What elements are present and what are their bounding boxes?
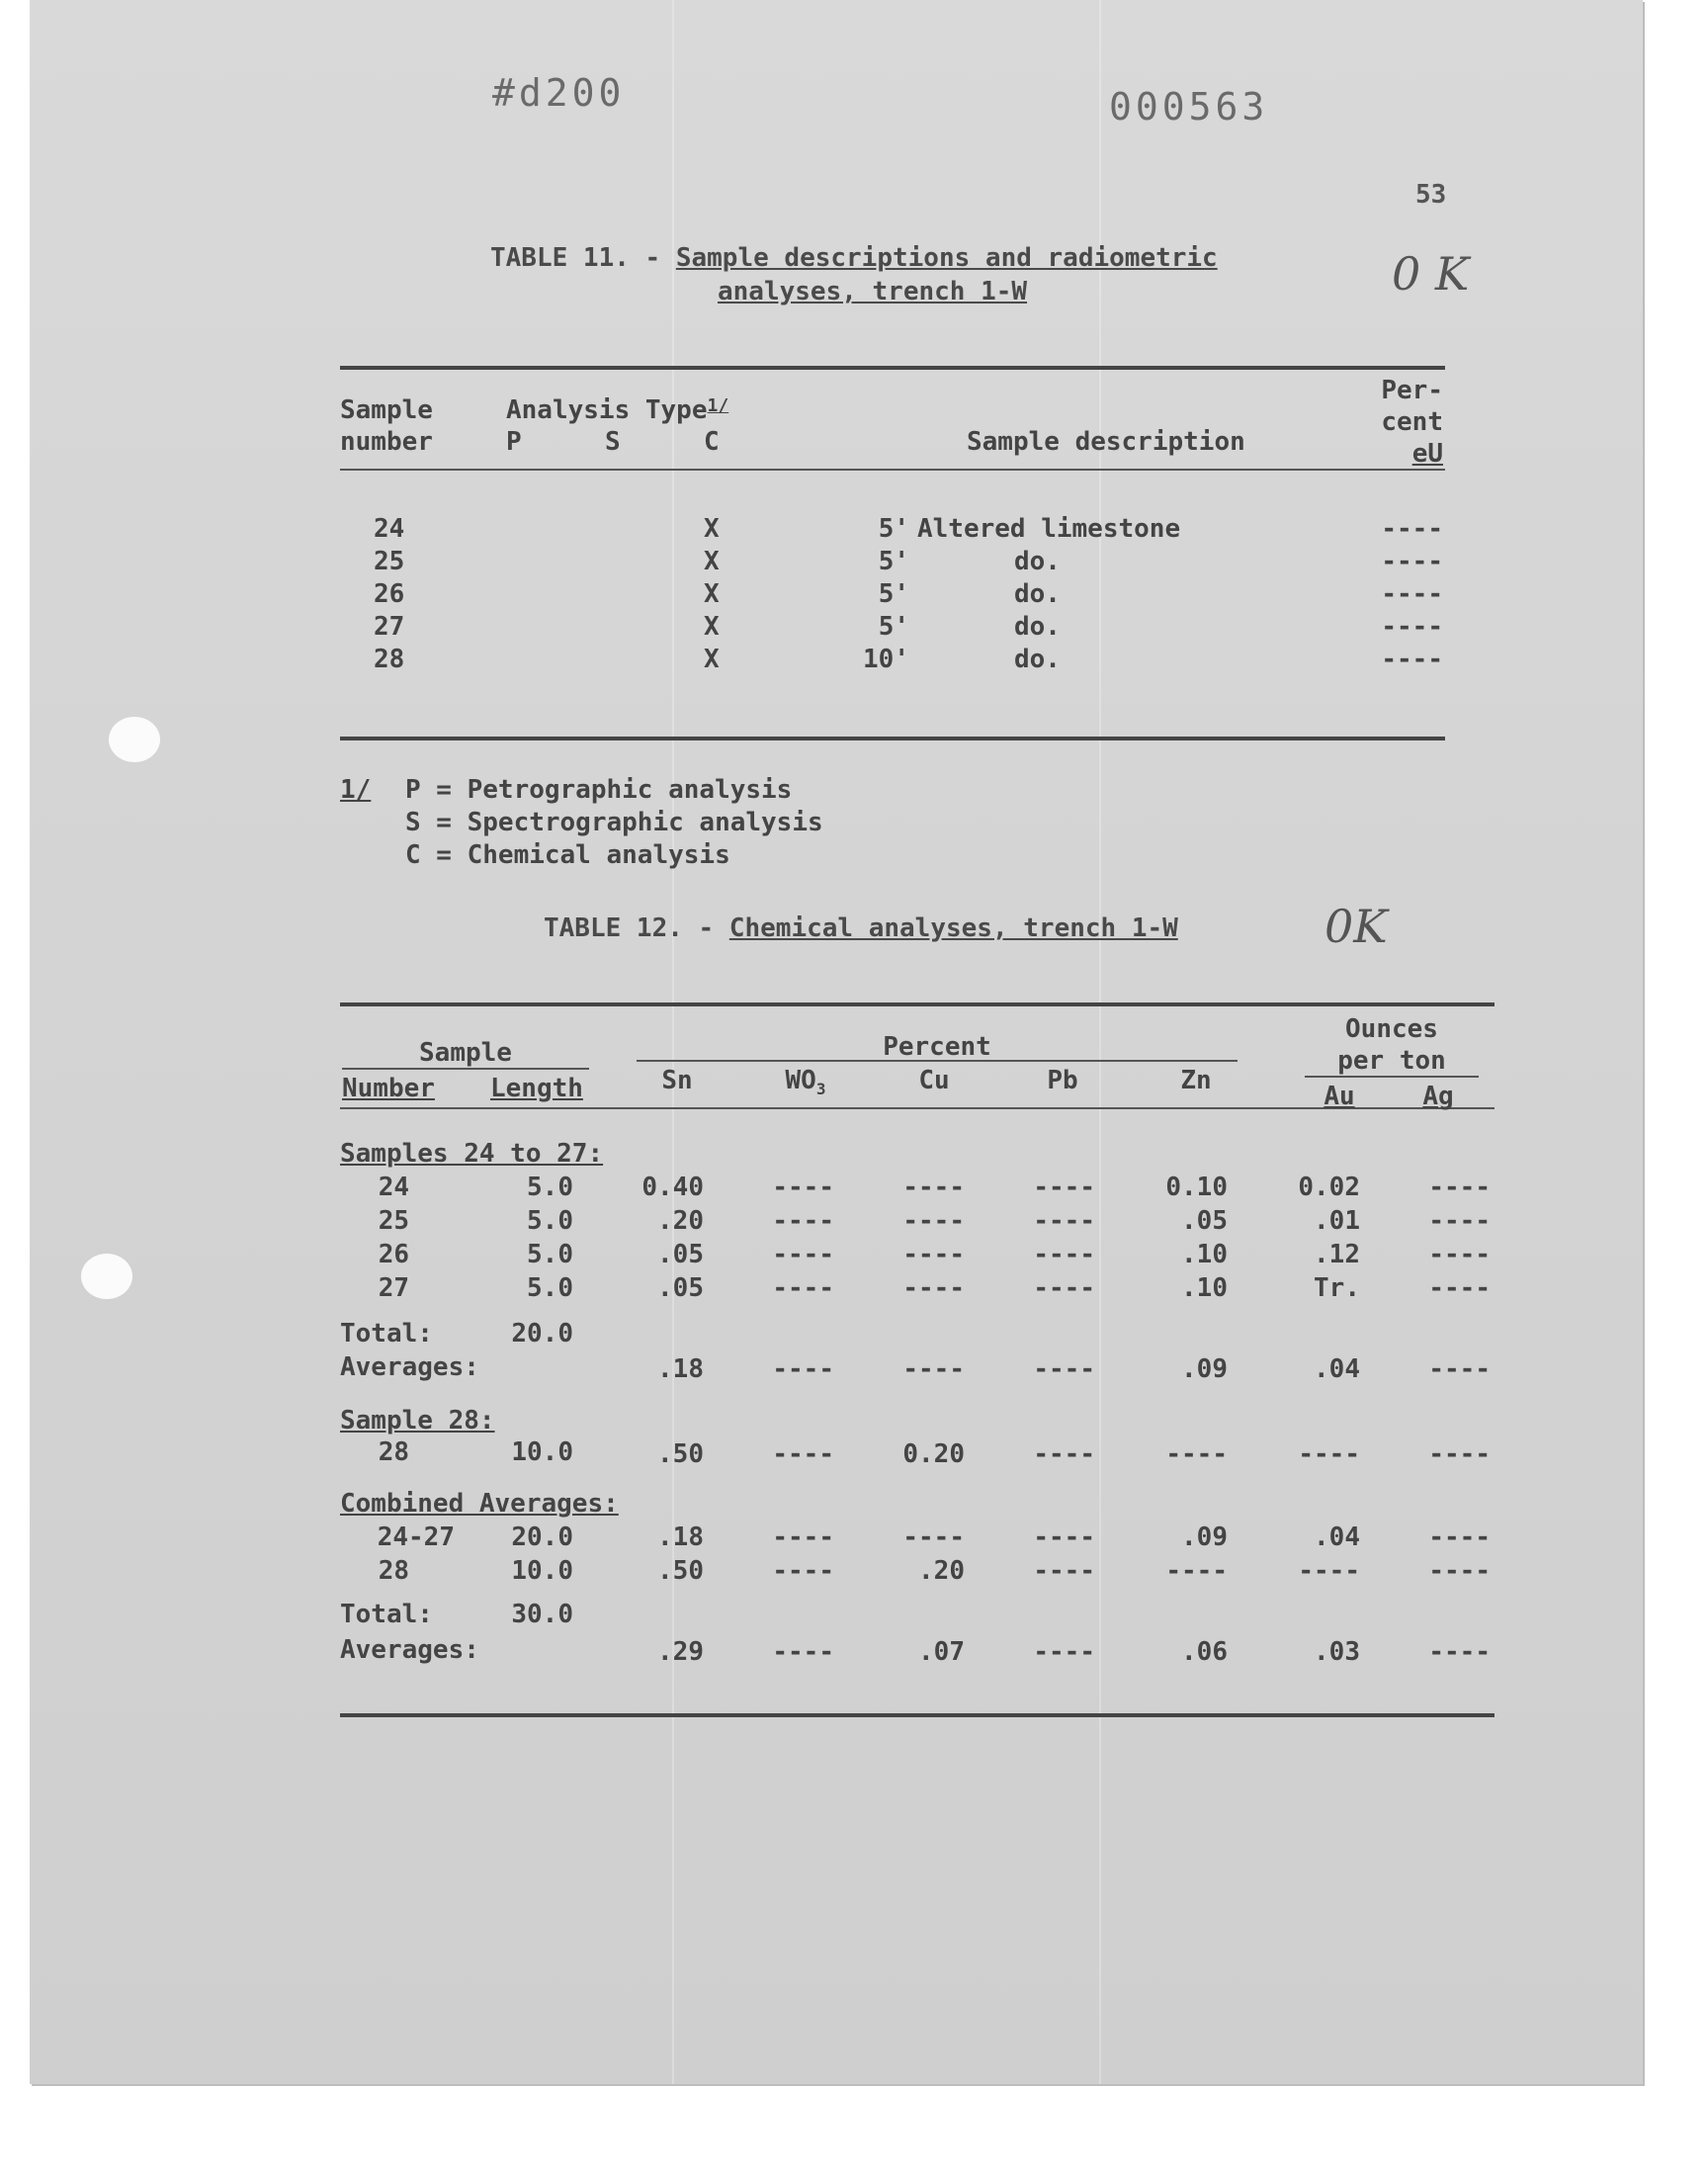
t12-ag: ---- [1428,1240,1491,1269]
table11-title-line1: Sample descriptions and radiometric [675,243,1218,273]
t12-number: 28 [378,1556,409,1586]
t12-ag: ---- [1428,1173,1491,1202]
header-percent: Per- [1381,376,1443,405]
total-label: Total: [340,1600,433,1629]
avg-sn: .29 [657,1637,704,1667]
total-label: Total: [340,1319,433,1348]
header-s: S [605,427,621,457]
t12-number: 28 [378,1437,409,1467]
footnote-line: S = Spectrographic analysis [405,808,823,837]
t11-row-length: 5' [878,514,909,544]
header-ounces: Ounces [1345,1014,1438,1044]
avg-ag: ---- [1428,1637,1491,1667]
header-zn: Zn [1180,1066,1212,1095]
table12-title-prefix: TABLE 12. - [544,914,729,943]
header-analysis-type [506,395,728,425]
header-sample: Sample [340,395,433,425]
t12-au: 0.02 [1298,1173,1360,1202]
footnote-line: P = Petrographic analysis [405,775,793,805]
document-stamp-right: 000563 [1109,85,1269,129]
table12-bottom-rule [340,1713,1494,1717]
t12-length: 10.0 [511,1556,573,1586]
header-c: C [704,427,720,457]
header-percent: Percent [883,1032,991,1062]
t11-row-eu: ---- [1381,579,1443,609]
wo-label: WO [785,1066,816,1095]
t12-au: .01 [1314,1206,1360,1236]
t12-number: 24 [378,1173,409,1202]
t12-pb: ---- [1033,1206,1095,1236]
avg-pb: ---- [1033,1637,1095,1667]
t12-number: 26 [378,1240,409,1269]
t12-zn: ---- [1165,1556,1228,1586]
t12-sn: .20 [657,1206,704,1236]
table12-title [544,914,1178,943]
t11-row-description: do. [1014,645,1061,674]
t12-length: 5.0 [527,1206,573,1236]
t11-row-eu: ---- [1381,547,1443,576]
t12-wo3: ---- [772,1240,834,1269]
group-label: Combined Averages: [340,1489,619,1519]
t12-sn: .50 [657,1556,704,1586]
table11-bottom-rule [340,737,1445,740]
header-per-ton: per ton [1337,1046,1446,1076]
t11-row-description: Altered limestone [917,514,1181,544]
header-cu: Cu [918,1066,950,1095]
t12-cu: .20 [918,1556,965,1586]
header-length: Length [490,1074,583,1103]
t12-pb: ---- [1033,1273,1095,1303]
punch-hole [81,1254,132,1299]
total-length: 20.0 [511,1319,573,1348]
t12-au: ---- [1298,1556,1360,1586]
avg-zn: .09 [1181,1354,1228,1384]
t11-row-length: 5' [878,547,909,576]
handwritten-ok: 0K [1324,900,1388,953]
t12-au: Tr. [1314,1273,1360,1303]
t12-zn: ---- [1165,1439,1228,1469]
t12-zn: .10 [1181,1240,1228,1269]
t11-row-c: X [704,579,720,609]
ounces-span-rule [1305,1076,1479,1078]
avg-sn: .18 [657,1354,704,1384]
t11-row-eu: ---- [1381,645,1443,674]
table11-title-line2: analyses, trench 1-W [718,277,1028,306]
t12-number: 24-27 [377,1522,455,1552]
header-description: Sample description [967,427,1245,457]
t12-ag: ---- [1428,1556,1491,1586]
t11-row-number: 25 [374,547,405,576]
punch-hole [109,717,160,762]
avg-wo3: ---- [772,1354,834,1384]
total-length: 30.0 [511,1600,573,1629]
handwritten-ok: 0 K [1392,247,1470,301]
t12-length: 5.0 [527,1173,573,1202]
document-stamp-left: #d200 [492,71,626,115]
t12-length: 10.0 [511,1437,573,1467]
avg-cu: .07 [918,1637,965,1667]
t12-pb: ---- [1033,1173,1095,1202]
header-p: P [506,427,522,457]
footnote-mark: 1/ [707,395,729,416]
t12-number: 27 [378,1273,409,1303]
t12-au: .04 [1314,1522,1360,1552]
t11-row-c: X [704,612,720,642]
footnote-mark: 1/ [340,775,372,805]
t12-wo3: ---- [772,1522,834,1552]
avg-wo3: ---- [772,1637,834,1667]
t11-row-number: 27 [374,612,405,642]
t11-row-length: 5' [878,612,909,642]
t11-row-description: do. [1014,579,1061,609]
t12-pb: ---- [1033,1522,1095,1552]
t12-zn: .05 [1181,1206,1228,1236]
avg-ag: ---- [1428,1354,1491,1384]
analysis-type-label: Analysis Type [506,395,708,425]
header-number: Number [342,1074,435,1103]
t11-row-number: 26 [374,579,405,609]
t12-pb: ---- [1033,1439,1095,1469]
t12-pb: ---- [1033,1240,1095,1269]
t12-ag: ---- [1428,1522,1491,1552]
t12-cu: ---- [902,1273,965,1303]
t12-zn: .09 [1181,1522,1228,1552]
avg-zn: .06 [1181,1637,1228,1667]
t12-wo3: ---- [772,1173,834,1202]
t12-cu: ---- [902,1173,965,1202]
group-label: Samples 24 to 27: [340,1139,604,1169]
t12-length: 5.0 [527,1240,573,1269]
t12-ag: ---- [1428,1273,1491,1303]
t12-cu: 0.20 [902,1439,965,1469]
avg-au: .03 [1314,1637,1360,1667]
t12-ag: ---- [1428,1206,1491,1236]
wo-subscript: 3 [815,1080,826,1099]
t12-pb: ---- [1033,1556,1095,1586]
header-wo3 [761,1066,850,1098]
t11-row-description: do. [1014,547,1061,576]
header-au: Au [1324,1082,1355,1111]
t12-wo3: ---- [772,1206,834,1236]
t12-wo3: ---- [772,1439,834,1469]
table11-top-rule [340,366,1445,370]
sample-span-rule [342,1068,589,1070]
avg-au: .04 [1314,1354,1360,1384]
t12-wo3: ---- [772,1556,834,1586]
t12-length: 20.0 [511,1522,573,1552]
avg-pb: ---- [1033,1354,1095,1384]
header-eu: eU [1411,439,1443,469]
t11-row-eu: ---- [1381,514,1443,544]
header-ag: Ag [1422,1082,1454,1111]
avg-cu: ---- [902,1354,965,1384]
t12-ag: ---- [1428,1439,1491,1469]
t12-sn: .18 [657,1522,704,1552]
t11-row-number: 24 [374,514,405,544]
t12-zn: 0.10 [1165,1173,1228,1202]
t12-length: 5.0 [527,1273,573,1303]
t12-zn: .10 [1181,1273,1228,1303]
t11-row-description: do. [1014,612,1061,642]
t12-sn: 0.40 [641,1173,704,1202]
t12-cu: ---- [902,1240,965,1269]
footnote-line: C = Chemical analysis [405,840,730,870]
group-label: Sample 28: [340,1406,495,1436]
header-number: number [340,427,433,457]
t12-sn: .50 [657,1439,704,1469]
t12-sn: .05 [657,1240,704,1269]
t12-cu: ---- [902,1522,965,1552]
table11-header-rule [340,469,1445,471]
t11-row-c: X [704,645,720,674]
header-cent: cent [1381,407,1443,437]
header-pb: Pb [1047,1066,1078,1095]
table12-title-text: Chemical analyses, trench 1-W [728,914,1178,943]
averages-label: Averages: [340,1352,479,1382]
t12-cu: ---- [902,1206,965,1236]
t11-row-length: 5' [878,579,909,609]
t11-row-length: 10' [863,645,909,674]
t12-au: .12 [1314,1240,1360,1269]
table12-top-rule [340,1002,1494,1006]
header-sn: Sn [661,1066,693,1095]
t12-sn: .05 [657,1273,704,1303]
table11-title [490,243,1218,273]
t11-row-eu: ---- [1381,612,1443,642]
page-number: 53 [1415,180,1447,210]
table11-title-prefix: TABLE 11. - [490,243,676,273]
t12-au: ---- [1298,1439,1360,1469]
header-sample: Sample [419,1038,512,1068]
t11-row-c: X [704,514,720,544]
t11-row-number: 28 [374,645,405,674]
t12-number: 25 [378,1206,409,1236]
averages-label: Averages: [340,1635,479,1665]
t11-row-c: X [704,547,720,576]
t12-wo3: ---- [772,1273,834,1303]
